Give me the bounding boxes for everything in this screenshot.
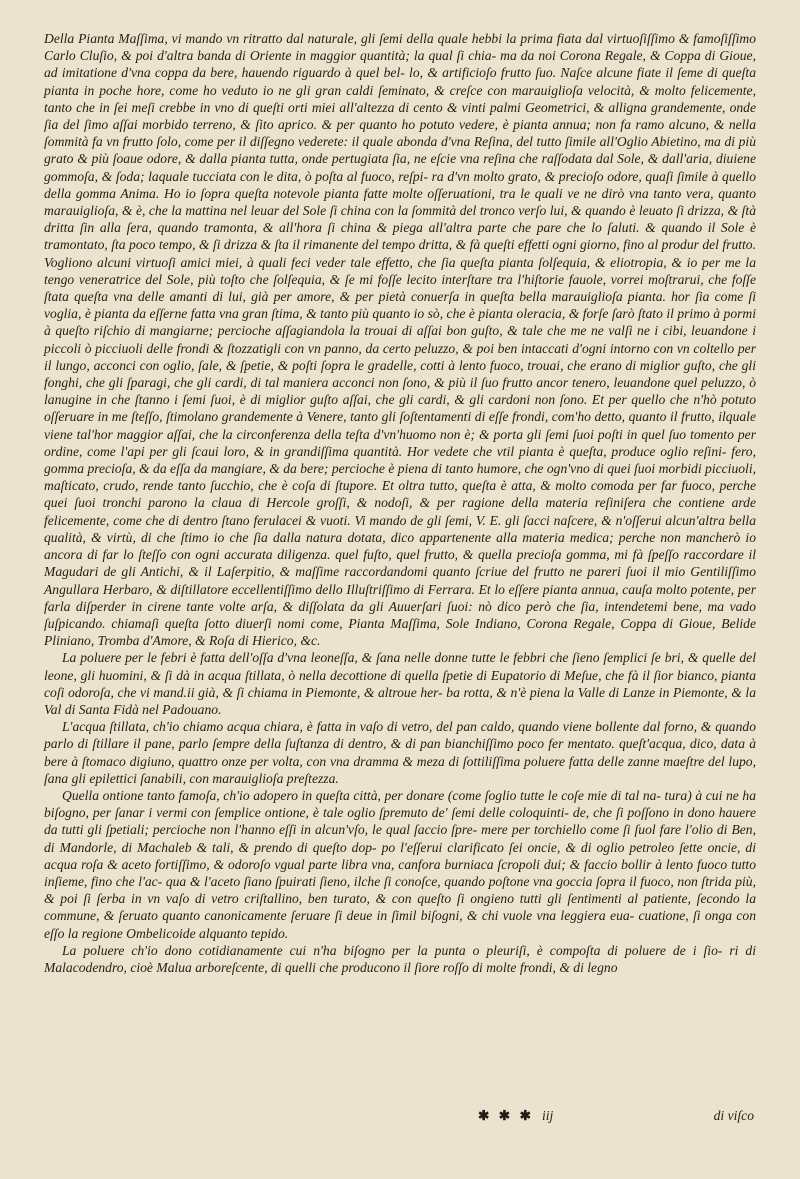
paragraph-poluere-febri: La poluere per le febri è fatta dell'oſſa d'vna leoneſſa, & ſana nelle donne tutte le febbri che ſieno ſemplici ſe bri, & quelle del leone, gli huomini, & ſi dà in acqua ſtillata, ò nella decottione di quella ſpetie di Eupatorio di Meſue, che fà il ſior bianco, pianta coſi odoroſa, che vi mand.ii già, & ſi chiama in Piemonte, & altroue her- ba rotta, & n'è piena la Valle di Lanze in Piemonte, & la Val di Santa Fidà nel Padouano.	[44, 650, 756, 717]
paragraph-ontione: Quella ontione tanto famoſa, ch'io adopero in queſta città, per donare (come ſoglio tutte le coſe mie di tal na- tura) à cui ne ha biſogno, per ſanar i vermi con ſemplice ontione, è tale oglio ſpremuto de' ſemi delle coloquinti- de, che ſi poſſono in dono hauere da tutti gli ſpetiali; percioche non l'hanno eſſi in alcun'vſo, le qual ſaccio ſpre- mere per torchiello come ſi ſuol fare l'olio di Ben, di Mandorle, di Machaleb & tali, & prendo di queſto dop- po l'eſſerui clarificato ſei oncie, & di oglio petroleo ſette oncie, di acqua roſa & aceto fortiſſimo, & odoroſo vgual parte libra vna, canfora burniaca ſcropoli dui; & faccio bollir à lento fuoco tutto inſieme, fino che l'ac- qua & l'aceto ſiano ſpuirati ſieno, ilche ſi conoſce, quando poſtone vna goccia ſopra il fuoco, non ſtrida più, & poi ſi ſerba in vn vaſo di vetro criſtallino, ben turato, & con queſto ſi ongieno tutti gli ſentimenti al patiente, ſecondo la commune, & ſeruato quanto canonicamente ſeruare ſi deue in ſimil biſogni, & chi vuole vna leggiera eua- cuatione, ſi onga con eſſo la regione Ombelicoide alquanto tepido.	[44, 787, 756, 941]
paragraph-pianta-massima: Della Pianta Maſſima, vi mando vn ritratto dal naturale, gli ſemi della quale hebbi la prima fiata dal virtuoſiſſimo & famoſiſſimo Carlo Cluſio, & poi d'altra banda di Oriente in maggior quantità; la qual ſi chia- ma da noi Corona Regale, & Coppa di Gioue, ad imitatione d'vna coppa da bere, hauendo riguardo à quel bel- lo, & artificioſo frutto ſuo. Naſce alcune fiate il ſeme di queſta pianta in poche hore, come ho veduto io ne gli gran caldi ſeminato, & creſce con marauiglioſa velocità, & molto felicemente, tanto che in ſei meſi crebbe in vno di queſti orti miei all'altezza di cento & vinti palmi Geometrici, & alligna grandemente, onde ſia del ſimo aſſai morbido terreno, & ſito aprico. & per quanto ho potuto vedere, è pianta annua; non fa ramo alcuno, & nella ſommità fa vn frutto ſolo, come per il diſſegno vederete: il quale abonda d'vna Reſina, del tutto ſimile all'Oglio Abietino, ma di più grato & più ſoaue odore, & dalla pianta tutta, onde pertugiata ſia, ne eſcie vna reſina che raſſodata dal Sole, & dall'aria, diuiene gommoſa, & ſoda; laquale tucciata con le dita, ò poſta al fuoco, reſpi- ra d'vn molto grato, & precioſo odore, quaſi ſimile à quello della gomma Anima. Ho io ſopra queſta notevole pianta fatte molte oſſeruationi, tra le quali ve ne dirò vna tanto vera, quanto marauiglioſa, & è, che la mattina nel leuar del Sole ſi china con la ſommità del tronco verſo lui, & quando è leuato ſi drizza, & ſtà dritta ſin alla ſera, quando tramonta, & all'hora ſi china & piega all'altra parte che pare che lo ſaluti. & quando il Sole è tramontato, ſta poco tempo, & ſi drizza & ſta il rimanente del tempo dritta, & fà queſti effetti ogni giorno, fino al produr del frutto. Vogliono alcuni virtuoſi amici miei, à quali feci veder tale effetto, che ſia queſta pianta ſolſequia, & eliotropia, & io per me la tengo veneratrice del Sole, più toſto che ſolſequia, & ſe mi foſſe lecito interſtare tra l'hiſtorie fauole, vorrei moſtrarui, che foſſe ſtata queſta vna delle amanti di lui, già per amore, & per pietà conuerſa in queſta bella marauiglioſa pianta. hor ſia come ſi voglia, è pianta da eſſerne fatta vna gran ſtima, & tanto più quanto io sò, che è pianta oleracia, & forſe ſarò ſtato il primo à pormi à queſto riſchio di mangiarne; percioche aſſagiandola la trouai di aſſai bon guſto, & tale che me ne valſi ne i cibi, leuandone i piccoli ò picciuoli delle frondi & ſtozzatigli con vn panno, da certo peluzzo, & poi ben intaccati d'ogni intorno con vn coltello per il lungo, acconci con oglio, ſale, & ſpetie, & poſti ſopra le gradelle, cotti à lento fuoco, trouai, che erano di miglior guſto, che gli fonghi, che gli ſparagi, che gli cardi, di tal maniera acconci non ſono, & più il ſuo frutto ancor tenero, leuandone quel peluzzo, ò lanugine in che ſtanno i ſemi ſuoi, è di miglior guſto aſſai, che gli cardi, & gli cardoni non ſono. Et per quello che n'hò potuto oſſeruare in me ſteſſo, ſtimolano grandemente à Venere, tanto gli ſoſtentamenti di eſſe frondi, com'ho detto, quanto il frutto, ilquale viene tal'hor maggior aſſai, che la circonferenza della teſta d'vn'huomo non è; & porta gli ſemi ſuoi poſti in quel ſuo tomento per ordine, come l'api per gli ſcaui loro, & in grandiſſima quantità. Hor vedete che vtil pianta è queſta, produce oglio reſini- fero, gomma precioſa, & da eſſa da mangiare, & da bere; percioche è piena di tanto humore, che ogn'vno di quei ſuoi morbidi picciuoli, maſticato, crudo, rende tanto ſucchio, che è coſa di ſtupore. Et oltra tutto, queſta è atta, & molto comoda per far fuoco, perche quei ſuoi tronchi parono la claua di Hercole groſſi, & nodoſi, & per ragione della materia reſiniſera che contiene arde felicemente, come che di dentro ſtano ferulacei & vuoti. Vi mando de gli ſemi, V. E. gli ſacci naſcere, & n'oſſerui alcun'altra bella qualità, & virtù, di che ſtimo io che ſia dalla natura dotata, dico appartenente alla materia medica; perche non mancherò io ancora di far lo ſteſſo con ogni accurata diligenza. quel fuſto, quel frutto, & quella precioſa gomma, mi fà ſpeſſo raccordare il Magudari de gli Antichi, & il Laſerpitio, & maſſime raccordandomi quanto ſcriue del frutto ne pareri ſuoi il mio Gentiliſſimo Angullara Herbaro, & diſtillatore eccellentiſſimo dello Illuſtriſſimo di Ferrara. Et lo eſſere pianta annua, cauſa molto potente, per farla diſperder in cirene tante volte arſa, & diſſolata da gli Auuerſari ſuoi: nò dico però che ſia, intendetemi bene, ma vado ſuſpicando. chiamaſi queſta ſotto diuerſi nomi come, Pianta Maſſima, Sole Indiano, Corona Regale, Coppa di Gioue, Belide Pliniano, Tromba d'Amore, & Roſa di Hierico, &c.	[44, 31, 756, 649]
paragraph-poluere-pleurisi: La poluere ch'io dono cotidianamente cui n'ha biſogno per la punta o pleuriſi, è compoſta di poluere de i ſio- ri di Malacodendro, cioè Malua arboreſcente, di quelli che producono il ſiore roſſo di molte frondi, & di legno	[44, 942, 756, 975]
ornament-stars: ✱ ✱ ✱	[478, 1108, 534, 1123]
signature-mark: iij	[542, 1108, 554, 1123]
paragraph-acqua-stillata: L'acqua ſtillata, ch'io chiamo acqua chiara, è fatta in vaſo di vetro, del pan caldo, quando viene bollente dal forno, & quando parlo di ſtillare il pane, parlo ſempre della ſuſtanza di dentro, & di pan bianchiſſimo poco fer mentato. queſt'acqua, dico, data à bere à ſtomaco digiuno, quattro onze per volta, con vna dramma & meza di ſottiliſſima poluere fatta delle zanne maeſtre del lupo, ſana gli epilettici ſanabili, con marauiglioſa preſtezza.	[44, 719, 756, 786]
body-text	[44, 30, 756, 976]
catchword: di viſco	[713, 1108, 754, 1123]
